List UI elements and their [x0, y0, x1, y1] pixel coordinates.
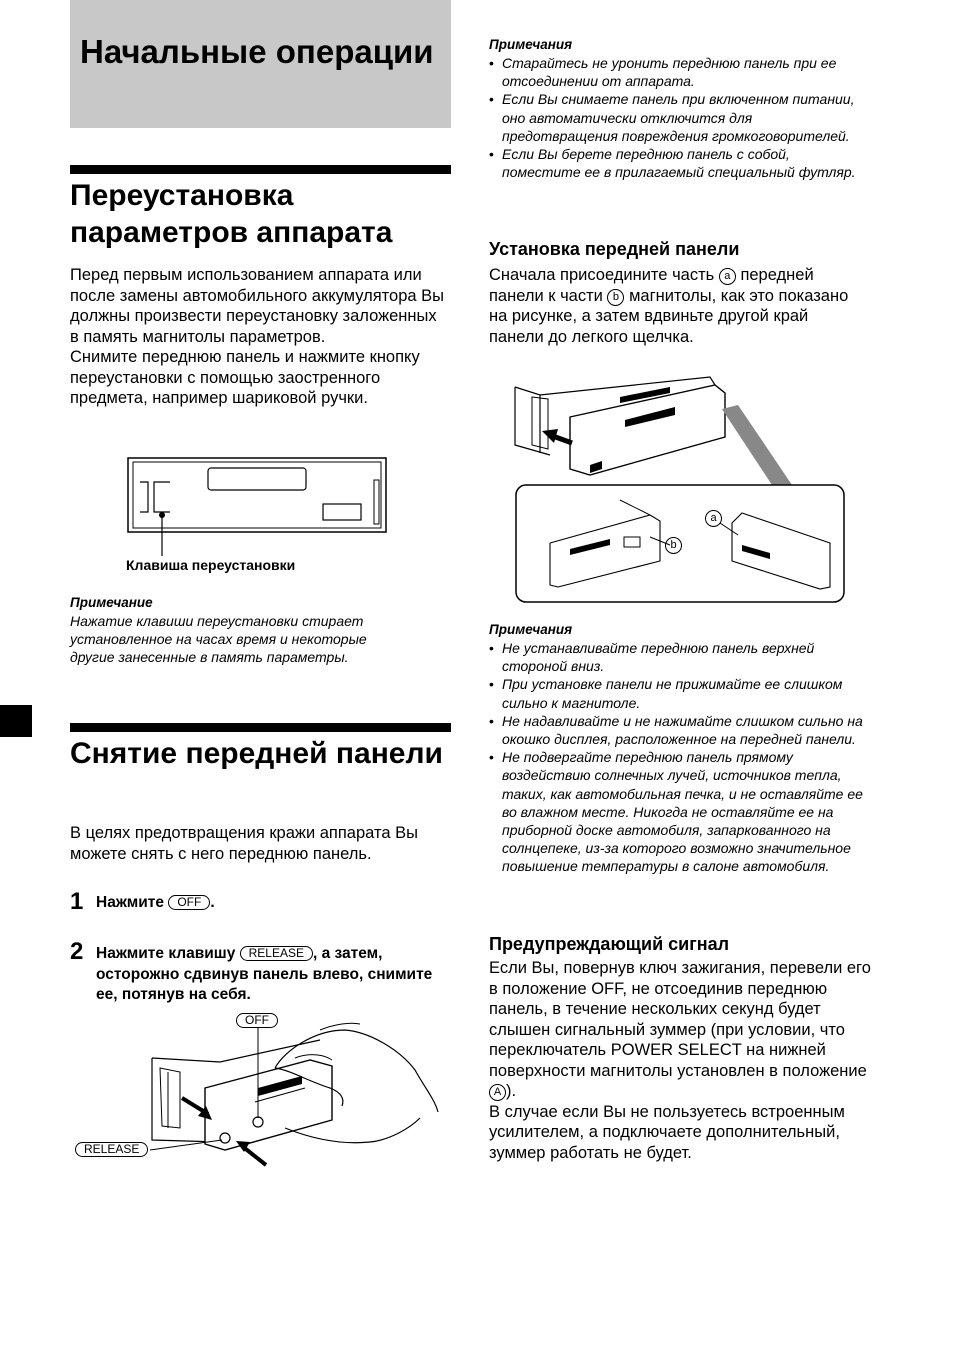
- reset-note-heading: Примечание: [70, 595, 153, 610]
- fig-mark-b: b: [665, 537, 682, 554]
- warning-body-p1: [489, 958, 874, 1102]
- warning-body-p2: В случае если Вы не пользуетесь встроенным усилителем, а подключаете дополнительный, зуммер работать не будет.: [489, 1102, 845, 1162]
- mark-A: A: [489, 1084, 506, 1101]
- detach-body: В целях предотвращения кражи аппарата Вы можете снять с него переднюю панель.: [70, 824, 418, 863]
- attach-body: [489, 265, 864, 347]
- page-tab-marker: [0, 705, 32, 737]
- reset-note: Нажатие клавиши переустановки стирает установленное на часах время и некоторые другие занесенные в память параметры.: [70, 613, 367, 666]
- reset-body-p1: Перед первым использованием аппарата или после замены автомобильного аккумулятора Вы должны произвести переустановку заложенных в память магнитолы параметров.: [70, 266, 445, 346]
- release-key: RELEASE: [240, 946, 313, 961]
- warning-title: Предупреждающий сигнал: [489, 934, 730, 954]
- attach-body-a: Сначала присоедините часть: [489, 266, 715, 284]
- reset-body: [70, 265, 445, 409]
- notes-top-item: • Если Вы снимаете панель при включенном питании, оно автоматически отключится для предотвращения повреждения громкоговорителей.: [489, 90, 869, 145]
- step-2-number: 2: [70, 938, 84, 965]
- reset-title: Переустановка параметров аппарата: [70, 179, 393, 249]
- section-rule: [70, 723, 451, 732]
- mark-b: b: [607, 289, 624, 306]
- reset-button-figure: [120, 452, 400, 564]
- step-2-text-b: , а затем, осторожно сдвинув панель влево, снимите ее, потянув на себя.: [96, 945, 433, 1003]
- notes-top-item: • Если Вы берете переднюю панель с собой, поместите ее в прилагаемый специальный футляр.: [489, 145, 869, 181]
- notes-mid-heading: Примечания: [489, 622, 573, 637]
- step-2: [96, 944, 448, 1006]
- attach-body-b: передней панели к части: [489, 266, 814, 305]
- fig-mark-a: a: [705, 510, 722, 527]
- chapter-title: Начальные операции: [80, 33, 434, 70]
- notes-top-heading: Примечания: [489, 37, 573, 52]
- step-2-text-a: Нажмите клавишу: [96, 945, 236, 962]
- notes-top-item: • Старайтесь не уронить переднюю панель при ее отсоединении от аппарата.: [489, 54, 869, 90]
- notes-mid-item: • Не надавливайте и не нажимайте слишком сильно на окошко дисплея, расположенное на передней панели.: [489, 712, 869, 748]
- attach-title: Установка передней панели: [489, 239, 740, 259]
- detach-title: Снятие передней панели: [70, 737, 443, 770]
- notes-mid-item: • Не подвергайте переднюю панель прямому воздействию солнечных лучей, источников тепла, таких, как автомобильная печка, и не оставляйте ее во влажном месте. Никогда не оставляйте ее на приборной доске автомобиля, запаркованного на солнцепеке, из-за которого возможно значительное повышение температуры в салоне автомобиля.: [489, 748, 869, 875]
- attach-figure: [510, 365, 850, 610]
- notes-mid-item: • При установке панели не прижимайте ее слишком сильно к магнитоле.: [489, 675, 869, 711]
- warning-body-b: ).: [506, 1082, 517, 1100]
- attach-body-c: магнитолы, как это показано на рисунке, а затем вдвиньте другой край панели до легкого щелчка.: [489, 286, 849, 346]
- off-key: OFF: [168, 895, 210, 910]
- notes-top-list: [489, 54, 869, 181]
- reset-caption: Клавиша переустановки: [126, 557, 296, 573]
- fig-release-label: RELEASE: [75, 1142, 148, 1157]
- warning-body-a: Если Вы, повернув ключ зажигания, перевели его в положение OFF, не отсоединив переднюю панель, в течение нескольких секунд будет слышен сигнальный зуммер (при условии, что переключатель POWER SELECT на нижней поверхности магнитолы установлен в положение: [489, 959, 871, 1080]
- fig-off-label: OFF: [236, 1013, 278, 1028]
- section-rule: [70, 165, 451, 174]
- warning-body: [489, 958, 874, 1163]
- step-1-text: Нажмите: [96, 894, 165, 911]
- reset-body-p2: Снимите переднюю панель и нажмите кнопку переустановки с помощью заостренного предмета, например шариковой ручки.: [70, 348, 420, 407]
- mark-a: a: [719, 268, 736, 285]
- step-1: Нажмите OFF .: [96, 894, 215, 911]
- step-1-number: 1: [70, 888, 84, 915]
- notes-mid-item: • Не устанавливайте переднюю панель верхней стороной вниз.: [489, 639, 869, 675]
- notes-mid-list: [489, 639, 869, 876]
